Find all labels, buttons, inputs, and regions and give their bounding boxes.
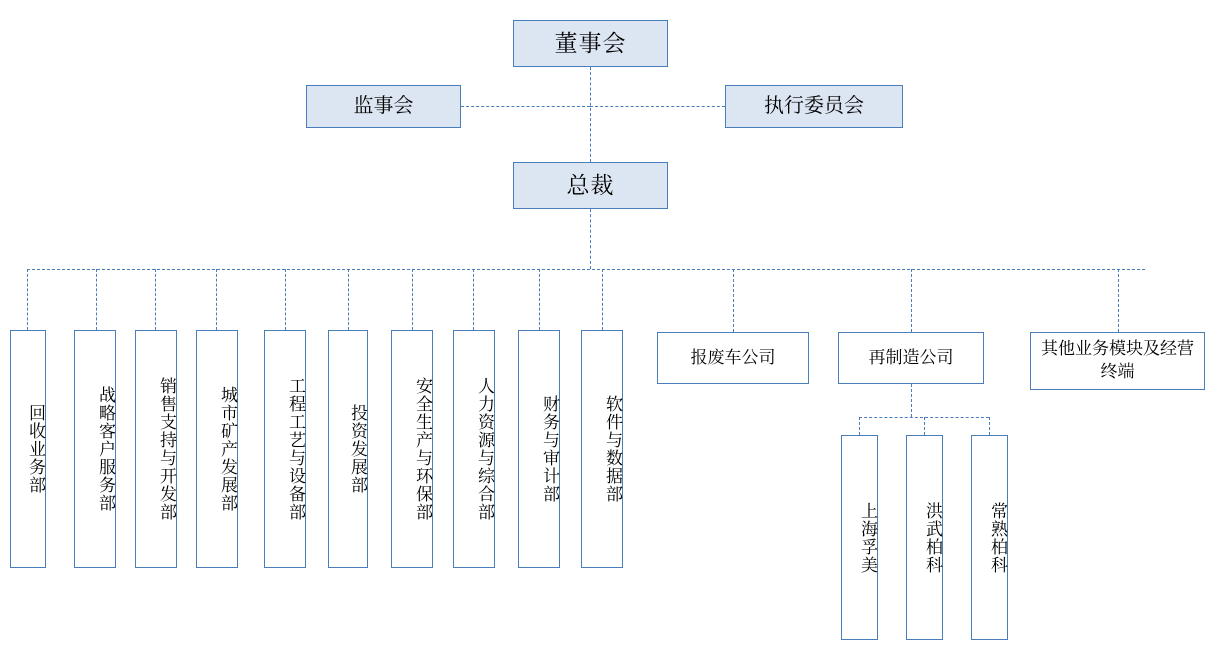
node-dept-recycling-label: 回收业务部 <box>26 404 45 494</box>
node-subsidiary-changshu-boke-label: 常熟柏科 <box>988 501 1007 574</box>
connector-drop-dept-6 <box>348 269 349 330</box>
node-dept-strategic-customer-service[interactable] <box>74 330 116 568</box>
node-executive-committee-label: 执行委员会 <box>764 95 864 117</box>
node-company-scrap-vehicle-label: 报废车公司 <box>690 348 776 368</box>
connector-board-president <box>590 67 591 162</box>
node-dept-sales-support-development-label: 销售支持与开发部 <box>157 377 176 521</box>
node-board[interactable] <box>513 20 668 67</box>
node-dept-finance-audit[interactable] <box>518 330 560 568</box>
node-company-scrap-vehicle[interactable] <box>657 332 809 384</box>
node-subsidiary-hongwu-boke[interactable] <box>906 435 943 640</box>
node-dept-investment-development-label: 投资发展部 <box>348 404 367 494</box>
connector-drop-company-1 <box>733 269 734 332</box>
connector-president-bus <box>590 209 591 269</box>
node-dept-sales-support-development[interactable] <box>135 330 177 568</box>
node-dept-urban-mining-development[interactable] <box>196 330 238 568</box>
connector-drop-company-2 <box>911 269 912 332</box>
connector-reman-down <box>911 384 912 417</box>
connector-center-executive <box>590 106 725 107</box>
node-president[interactable] <box>513 162 668 209</box>
node-dept-finance-audit-label: 财务与审计部 <box>540 395 559 503</box>
node-dept-safety-environment[interactable] <box>391 330 433 568</box>
node-supervisors[interactable] <box>306 85 461 128</box>
node-board-label: 董事会 <box>554 30 627 57</box>
connector-drop-dept-10 <box>602 269 603 330</box>
connector-main-bus <box>27 269 1145 270</box>
node-subsidiary-hongwu-boke-label: 洪武柏科 <box>923 501 942 574</box>
node-executive-committee[interactable] <box>725 85 903 128</box>
node-subsidiary-shanghai-fumei[interactable] <box>841 435 878 640</box>
node-dept-engineering-equipment[interactable] <box>264 330 306 568</box>
node-dept-urban-mining-development-label: 城市矿产发展部 <box>218 386 237 512</box>
connector-drop-dept-7 <box>412 269 413 330</box>
node-dept-strategic-customer-service-label: 战略客户服务部 <box>96 386 115 512</box>
connector-supervisors-center <box>461 106 590 107</box>
node-company-other-business-label: 其他业务模块及经营终端 <box>1041 339 1194 381</box>
connector-drop-company-3 <box>1118 269 1119 332</box>
connector-drop-sub-3 <box>989 417 990 435</box>
connector-drop-sub-1 <box>859 417 860 435</box>
node-dept-safety-environment-label: 安全生产与环保部 <box>413 377 432 521</box>
connector-drop-dept-2 <box>96 269 97 330</box>
node-company-remanufacturing-label: 再制造公司 <box>868 348 954 368</box>
node-dept-software-data[interactable] <box>581 330 623 568</box>
connector-drop-dept-8 <box>473 269 474 330</box>
connector-drop-sub-2 <box>924 417 925 435</box>
connector-drop-dept-9 <box>539 269 540 330</box>
node-dept-software-data-label: 软件与数据部 <box>603 395 622 503</box>
connector-drop-dept-3 <box>155 269 156 330</box>
connector-drop-dept-1 <box>27 269 28 330</box>
node-dept-recycling[interactable] <box>10 330 46 568</box>
node-dept-investment-development[interactable] <box>328 330 368 568</box>
node-company-remanufacturing[interactable] <box>838 332 984 384</box>
connector-drop-dept-4 <box>216 269 217 330</box>
node-supervisors-label: 监事会 <box>353 95 414 117</box>
node-company-other-business[interactable] <box>1030 332 1205 390</box>
node-subsidiary-shanghai-fumei-label: 上海孚美 <box>858 501 877 574</box>
node-subsidiary-changshu-boke[interactable] <box>971 435 1008 640</box>
node-dept-hr-general-affairs[interactable] <box>453 330 495 568</box>
node-dept-engineering-equipment-label: 工程工艺与设备部 <box>286 377 305 521</box>
connector-drop-dept-5 <box>285 269 286 330</box>
node-dept-hr-general-affairs-label: 人力资源与综合部 <box>475 377 494 521</box>
node-president-label: 总裁 <box>566 172 615 199</box>
